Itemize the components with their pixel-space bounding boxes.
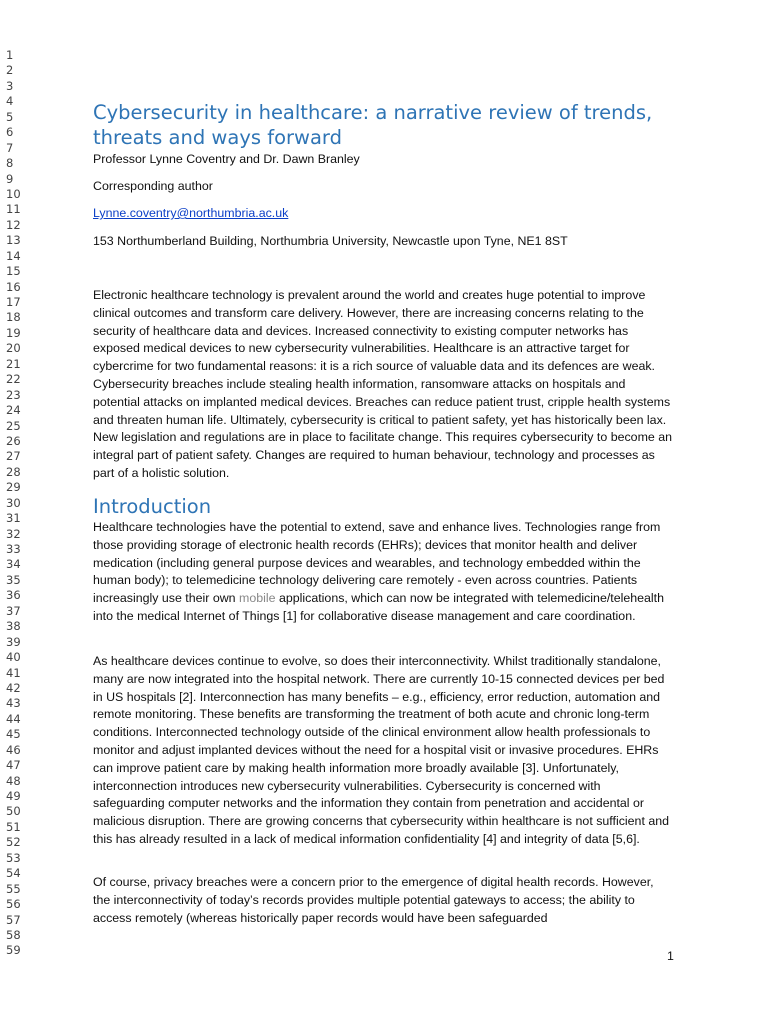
line-number: 4 <box>6 94 14 109</box>
line-number: 43 <box>6 696 21 711</box>
mobile-word: mobile <box>239 591 276 606</box>
line-number: 22 <box>6 372 21 387</box>
line-number: 31 <box>6 511 21 526</box>
line-number: 7 <box>6 140 14 155</box>
line-number: 26 <box>6 433 21 448</box>
line-numbers <box>6 48 30 959</box>
line-number: 53 <box>6 850 21 865</box>
line-number: 39 <box>6 634 21 649</box>
line-number: 8 <box>6 156 14 171</box>
line-number: 54 <box>6 866 21 881</box>
intro-p1-text-before: Healthcare technologies have the potential to extend, save and enhance lives. Technologies range from those providing storage of electronic health records (EHRs); devices that monitor health and deliver medication (including general purpose devices and wearables, and technology embedded within the human body); to telemedicine technology delivering care remotely - even across countries. Patients increasingly use their own <box>93 520 661 606</box>
line-number: 33 <box>6 542 21 556</box>
paper-title: Cybersecurity in healthcare: a narrative review of trends, threats and ways forward <box>93 101 653 149</box>
line-number: 46 <box>6 742 21 757</box>
line-number: 15 <box>6 264 21 279</box>
line-number: 30 <box>6 495 21 510</box>
line-number: 41 <box>6 665 21 680</box>
line-number: 49 <box>6 789 21 803</box>
author-list: Professor Lynne Coventry and Dr. Dawn Branley <box>93 152 360 166</box>
line-number: 24 <box>6 403 21 418</box>
line-number: 40 <box>6 650 21 665</box>
line-number: 6 <box>6 125 14 140</box>
intro-paragraph-1 <box>93 519 673 626</box>
line-number: 23 <box>6 387 21 402</box>
line-number: 55 <box>6 881 21 896</box>
line-number: 13 <box>6 233 21 248</box>
line-number: 20 <box>6 341 21 356</box>
line-number: 36 <box>6 588 21 603</box>
page-number: 1 <box>667 949 674 963</box>
line-number: 48 <box>6 773 21 788</box>
line-number: 50 <box>6 804 21 819</box>
line-number: 19 <box>6 325 21 340</box>
corresponding-author-label: Corresponding author <box>93 179 213 193</box>
line-number: 47 <box>6 758 21 773</box>
line-number: 58 <box>6 927 21 942</box>
line-number: 27 <box>6 449 21 464</box>
line-number: 3 <box>6 78 14 93</box>
line-number: 1 <box>6 48 14 62</box>
line-number: 59 <box>6 943 21 958</box>
line-number: 9 <box>6 171 14 186</box>
line-number: 45 <box>6 727 21 742</box>
author-address: 153 Northumberland Building, Northumbria University, Newcastle upon Tyne, NE1 8ST <box>93 234 568 248</box>
line-number: 16 <box>6 279 21 294</box>
line-number: 32 <box>6 526 21 541</box>
line-number: 57 <box>6 912 21 927</box>
intro-p1-text-after: applications, which can now be integrated with telemedicine/telehealth into the medical Internet of Things [1] for collaborative disease management and care coordination. <box>93 591 665 623</box>
line-number: 37 <box>6 603 21 618</box>
line-number: 5 <box>6 109 14 124</box>
line-number: 51 <box>6 819 21 834</box>
line-number: 42 <box>6 680 21 695</box>
line-number: 52 <box>6 835 21 850</box>
line-number: 10 <box>6 186 21 201</box>
line-number: 25 <box>6 418 21 433</box>
line-number: 28 <box>6 464 21 479</box>
line-number: 11 <box>6 202 21 217</box>
author-email-link[interactable]: Lynne.coventry@northumbria.ac.uk <box>93 206 289 220</box>
line-number: 2 <box>6 63 14 78</box>
line-number: 17 <box>6 295 21 309</box>
line-number: 38 <box>6 619 21 634</box>
introduction-heading: Introduction <box>93 495 212 518</box>
abstract-paragraph: Electronic healthcare technology is prevalent around the world and creates huge potential to improve clinical outcomes and transform care delivery. However, there are increasing concerns relating to the security of healthcare data and devices. Increased connectivity to existing computer networks has exposed medical devices to new cybersecurity vulnerabilities. Healthcare is an attractive target for cybercrime for two fundamental reasons: it is a rich source of valuable data and its defences are weak. Cybersecurity breaches include stealing health information, ransomware attacks on hospitals and potential attacks on implanted medical devices. Breaches can reduce patient trust, cripple health systems and threaten human life. Ultimately, cybersecurity is critical to patient safety, yet has historically been lax. New legislation and regulations are in place to facilitate change. This requires cybersecurity to become an integral part of patient safety. Changes are required to human behaviour, technology and processes as part of a holistic solution. <box>93 288 673 480</box>
line-number: 56 <box>6 897 21 912</box>
line-number: 12 <box>6 217 21 232</box>
intro-paragraph-3: Of course, privacy breaches were a concern prior to the emergence of digital health records. However, the interconnectivity of today’s records provides multiple potential gateways to access; the ability to access remotely (whereas historically paper records would have been safeguarded <box>93 875 654 925</box>
intro-paragraph-2: As healthcare devices continue to evolve, so does their interconnectivity. Whilst traditionally standalone, many are now integrated into the hospital network. There are currently 10-15 connected devices per bed in US hospitals [2]. Interconnection has many benefits – e.g., efficiency, error reduction, automation and remote monitoring. These benefits are transforming the treatment of both acute and chronic long-term conditions. Interconnected technology outside of the clinical environment allow health professionals to monitor and adjust implanted devices without the need for a hospital visit or invasive procedures. EHRs can improve patient care by making health information more broadly available [3]. Unfortunately, interconnection introduces new cybersecurity vulnerabilities. Cybersecurity is concerned with safeguarding computer networks and the information they contain from penetration and accidental or malicious disruption. There are growing concerns that cybersecurity within healthcare is not sufficient and this has already resulted in a lack of medical information confidentiality [4] and integrity of data [5,6]. <box>93 654 670 846</box>
line-number: 21 <box>6 356 21 371</box>
line-number: 34 <box>6 557 21 572</box>
line-number: 44 <box>6 711 21 726</box>
line-number: 14 <box>6 248 21 263</box>
line-number: 29 <box>6 480 21 495</box>
line-number: 18 <box>6 310 21 325</box>
line-number: 35 <box>6 572 21 587</box>
